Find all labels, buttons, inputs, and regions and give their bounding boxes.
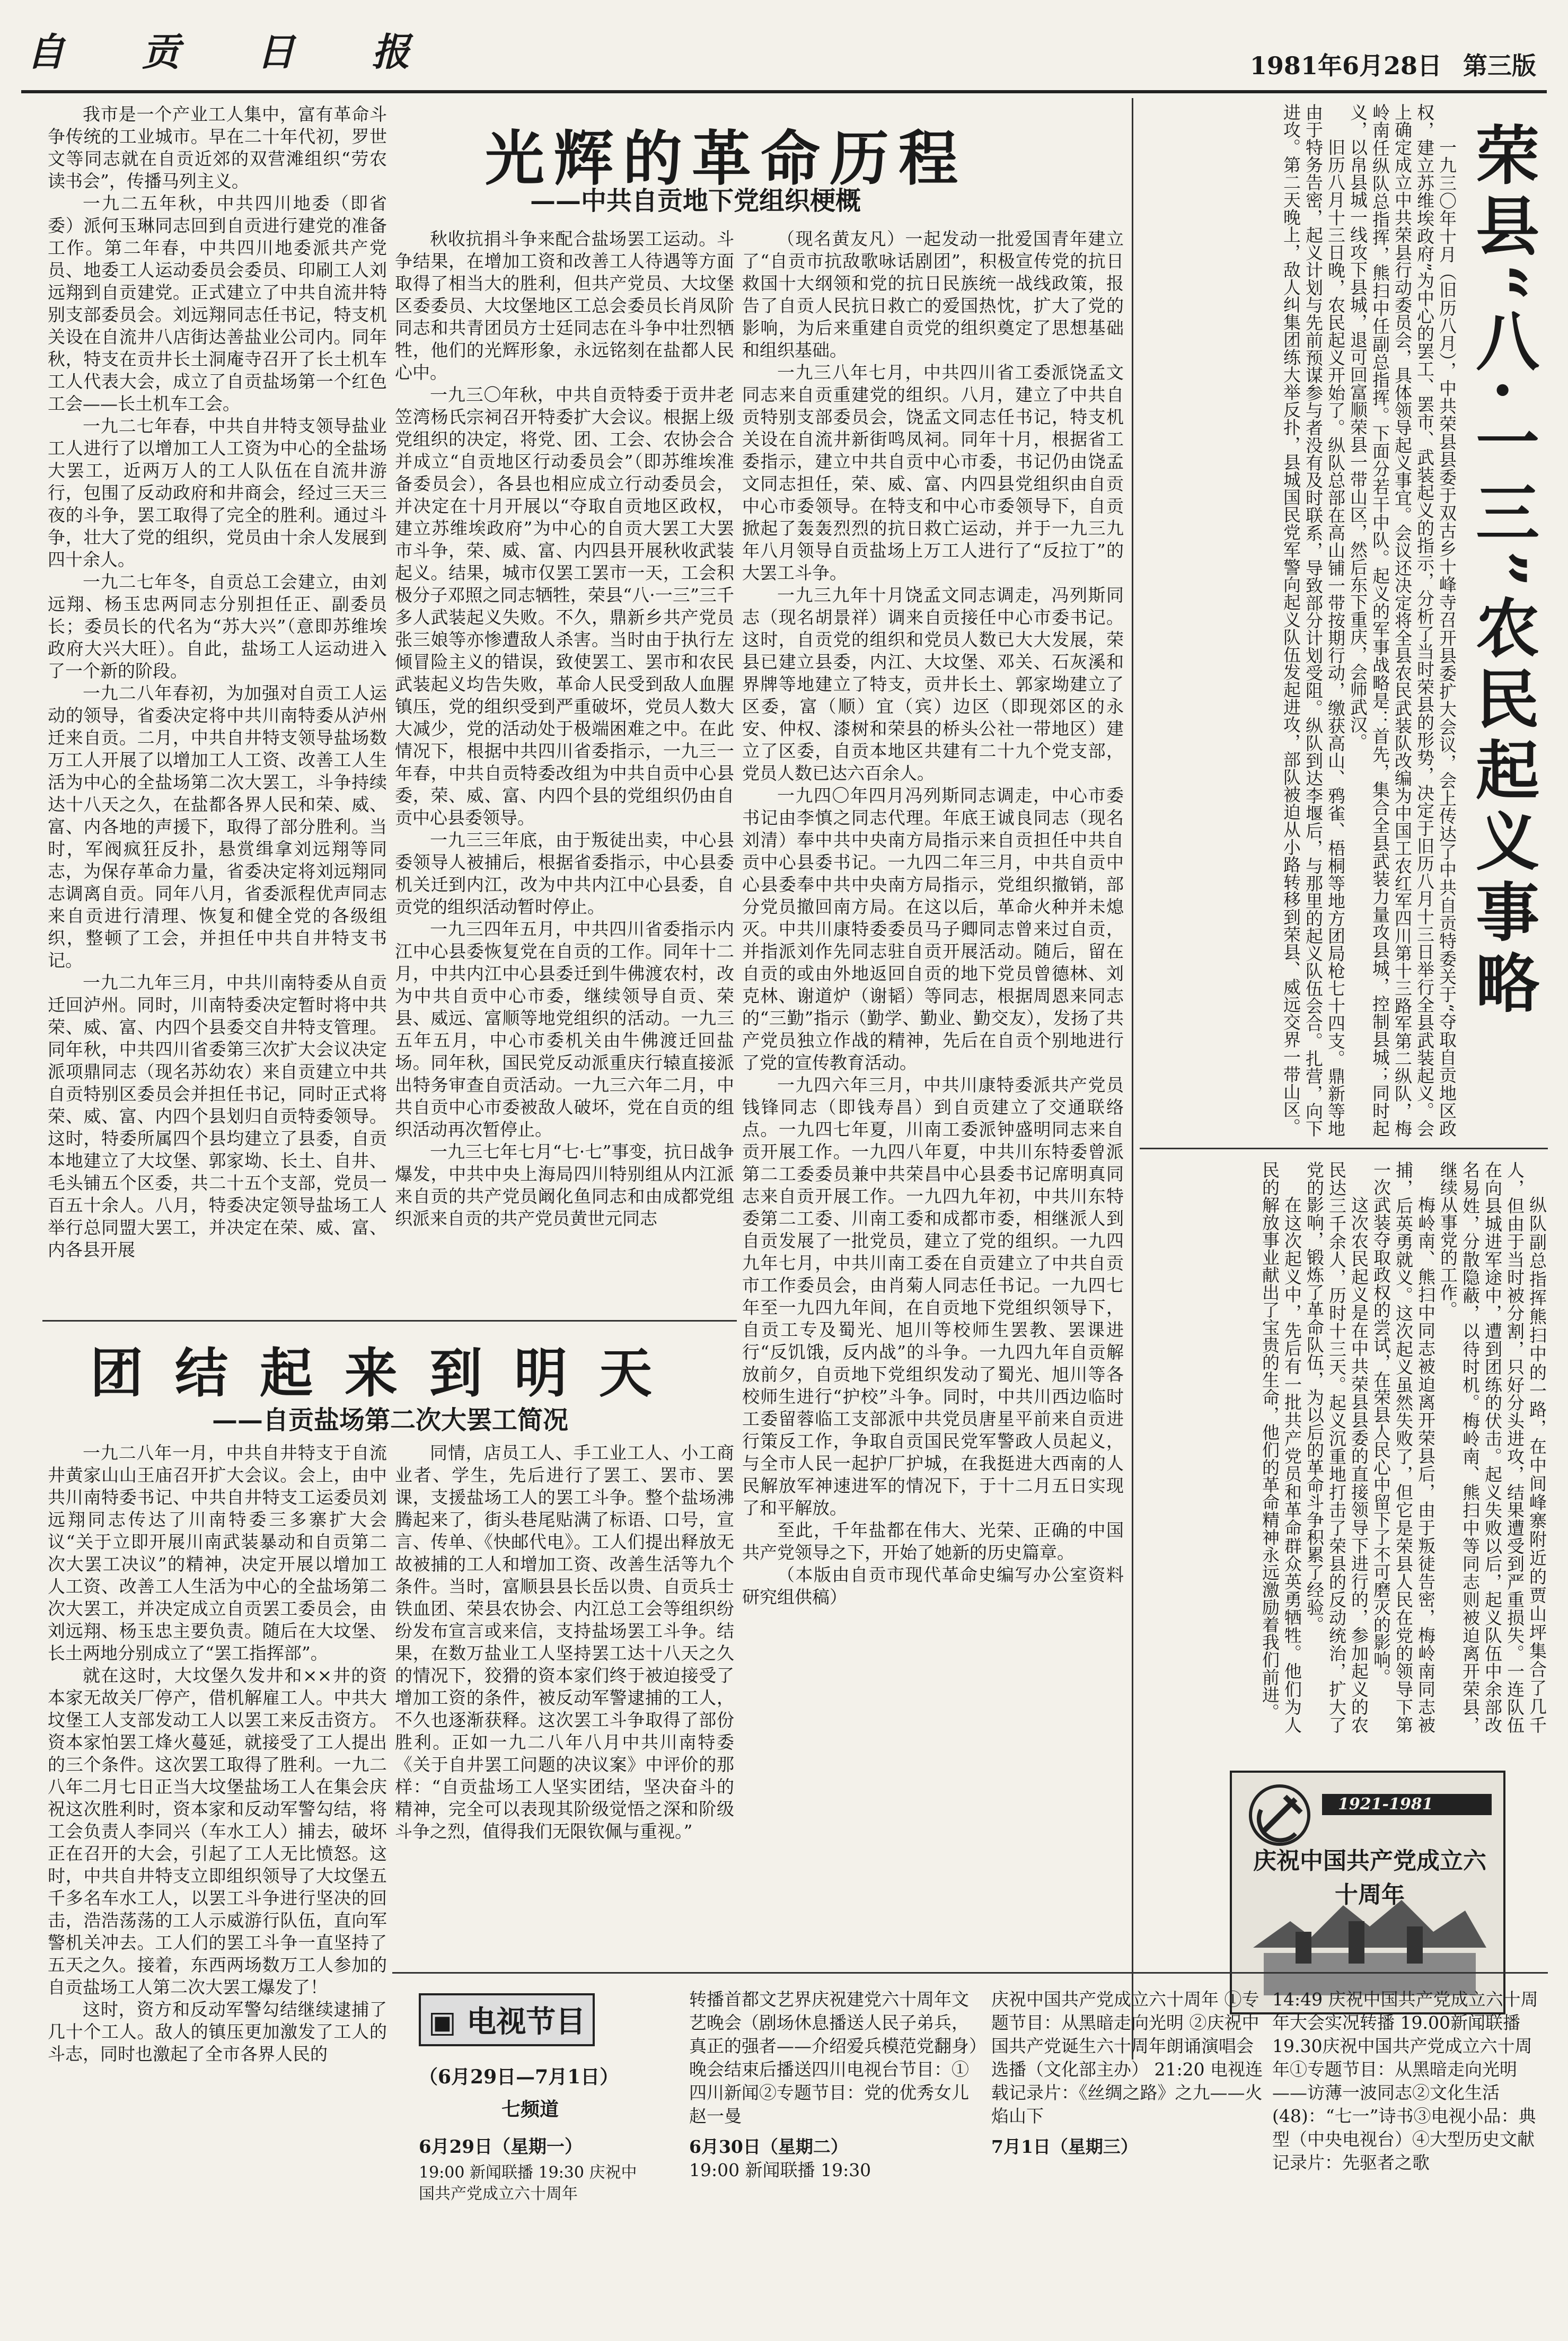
paragraph: 一九三九年十月饶孟文同志调走，冯列斯同志（现名胡景祥）调来自贡接任中心市委书记。这时，自贡党的组织和党员人数已大大发展，荣县已建立县委，内江、大坟堡、邓关、石灰溪和界牌等地建立了特支，贡井长土、郭家坳建立了区委，富（顺）宜（宾）边区（即现郊区的永安、仲权、漆树和荣县的桥头公社一带地区）建立了区委，自贡本地区共建有二十九个党支部，党员人数已达六百余人。 xyxy=(742,585,1124,784)
article3-divider xyxy=(1140,1148,1548,1149)
tv-day2-programs: 19:00 新闻联播 19:30 xyxy=(689,2160,871,2180)
tv-day1: 6月29日（星期一） xyxy=(419,2136,583,2158)
tv-date-range: （6月29日—7月1日） xyxy=(419,2066,619,2088)
article3-body-upper xyxy=(1150,103,1458,1137)
paragraph: 一九三〇年秋，中共自贡特委于贡井老笠湾杨氏宗祠召开特委扩大会议。根据上级党组织的决定，将党、团、工会、农协会合并成立“自贡地区行动委员会”（即苏维埃准备委员会），各县也相应成立行动委员会，并决定在十月开展以“夺取自贡地区政权，建立苏维埃政府”为中心的自贡大罢工大罢市斗争，荣、威、富、内四县开展秋收武装起义。结果，城市仅罢工罢市一天，工会积极分子邓照之同志牺牲，荣县“八·一三”三千多人武装起义失败。不久，鼎新乡共产党员张三娘等亦惨遭敌人杀害。当时由于执行左倾冒险主义的错误，致使罢工、罢市和农民武装起义均告失败，革命人民受到敌人血腥镇压，党的组织受到严重破坏，党员人数大大减少，党的活动处于极端困难之中。在此情况下，根据中共四川省委指示，一九三一年春，中共自贡特委改组为中共自贡中心县委，荣、威、富、内四个县的党组织仍由自贡中心县委领导。 xyxy=(395,384,734,828)
tv-programs: 庆祝中国共产党成立六十周年 ①专题节目：从黑暗走向光明 ②庆祝中国共产党诞生六十周年朗诵演唱会选播（文化部主办） 21:20 电视连载记录片：《丝绸之路》之九——火焰山下 xyxy=(991,1989,1263,2126)
paragraph: 在这次起义中，先后有一批共产党员和革命群众英勇牺牲。他们为人民的解放事业献出了宝贵的生命，他们的革命精神永远激励着我们前进。 xyxy=(1259,1161,1302,1733)
article1-column-left xyxy=(48,103,387,1291)
article3-headline: 荣县“八·一三”农民起义事略 xyxy=(1465,122,1540,1021)
paragraph: 一九三七年七月“七·七”事变，抗日战争爆发，中共中央上海局四川特别组从内江派来自贡的共产党员阚化鱼同志和由成都党组织派来自贡的共产党员黄世元同志 xyxy=(395,1141,734,1229)
paragraph: 同情，店员工人、手工业工人、小工商业者、学生，先后进行了罢工、罢市、罢课，支援盐场工人的罢工斗争。整个盐场沸腾起来了，街头巷尾贴满了标语、口号，宣言、传单、《快邮代电》。工人们提出释放无故被捕的工人和增加工资、改善生活等九个条件。当时，富顺县县长岳以贵、自贡兵士铁血团、荣县农协会、内江总工会等组织纷纷发布宣言或来信，支持盐场罢工斗争。结果，在数万盐业工人坚持罢工达十八天之久的情况下，狡猾的资本家们终于被迫接受了增加工资的条件，被反动军警逮捕的工人，不久也逐渐获释。这次罢工斗争取得了部份胜利。正如一九二八年八月中共川南特委《关于自井罢工问题的决议案》中评价的那样：“自贡盐场工人坚实团结，坚决奋斗的精神，完全可以表现其阶级觉悟之深和阶级斗争之烈，值得我们无限钦佩与重视。” xyxy=(395,1442,734,1842)
paragraph: 一九四〇年四月冯列斯同志调走，中心市委书记由李慎之同志代理。年底王诚良同志（现名刘清）奉中共中央南方局指示来自贡担任中共自贡中心县委书记。一九四二年三月，中共自贡中心县委奉中共中央南方局指示，党组织撤销，部分党员撤回南方局。在这以后，革命火种并未熄灭。中共川康特委委员马子卿同志曾来过自贡，并指派刘作先同志驻自贡开展活动。随后，留在自贡的或由外地返回自贡的地下党员曾德林、刘克林、谢道炉（谢韬）等同志，根据周恩来同志的“三勤”指示（勤学、勤业、勤交友），发扬了共产党员独立作战的精神，先后在自贡个别地进行了党的宣传教育活动。 xyxy=(742,785,1124,1073)
article2-subtitle: ——自贡盐场第二次大罢工简况 xyxy=(212,1405,569,1435)
anniversary-emblem xyxy=(1230,1771,1505,2014)
newspaper-masthead: 自 贡 日 报 xyxy=(27,29,442,74)
section-divider xyxy=(42,1320,737,1322)
article1-column-right xyxy=(742,228,1124,2136)
paragraph: 一九二五年秋，中共四川地委（即省委）派何玉琳同志回到自贡进行建党的准备工作。第二年春，中共四川地委派共产党员、地委工人运动委员会委员、印刷工人刘远翔到自贡建党。正式建立了中共自流井特别支部委员会。刘远翔同志任书记，特支机关设在自流井八店街达善盐业公司内。同年秋，特支在贡井长土洞庵寺召开了长土机车工人代表大会，成立了自贡盐场第一个红色工会——长土机车工会。 xyxy=(48,193,387,414)
article2-column-right xyxy=(395,1442,734,1972)
paragraph: 一九三〇年十月（旧历八月），中共荣县县委于双古乡十峰寺召开县委扩大会议，会上传达了中共自贡特委关于“夺取自贡地区政权，建立苏维埃政府”为中心的罢工、罢市、武装起义的指示，分析了当时荣县的形势，决定于旧历八月十三日举行全县武装起义。会上确定成立中共荣县行动委员会，具体领导起义事宜。会议还决定将全县农民武装队改编为中国工农红军四川第十三路军第二纵队，梅岭南任纵队总指挥，熊扫中任副总指挥。下面分若干中队。起义的军事战略是：首先，集合全县武装力量攻县城，控制县城；同时起义，以帛县城一线攻下县城，退可回富顺荣县一带山区，然后东下重庆，会师武汉。 xyxy=(1347,103,1457,1137)
paragraph: 秋收抗捐斗争来配合盐场罢工运动。斗争结果，在增加工资和改善工人待遇等方面取得了相当大的胜利，但共产党员、大坟堡区委委员、大坟堡地区工总会委员长肖凤阶同志和共青团员方士廷同志在斗争中壮烈牺牲，他们的光辉形象，永远铭刻在盐都人民心中。 xyxy=(395,228,734,383)
paragraph: 一九二八年一月，中共自井特支于自流井黄家山山王庙召开扩大会议。会上，由中共川南特委书记、中共自井特支工运委员刘远翔同志传达了川南特委三多寨扩大会议“关于立即开展川南武装暴动和自贡第二次大罢工决议”的精神，决定开展以增加工人工资、改善工人生活为中心的全盐场第二次大罢工，并决定成立自贡罢工委员会，由刘远翔、杨玉忠主要负责。随后在大坟堡、长土两地分别成立了“罢工指挥部”。 xyxy=(48,1442,387,1664)
tv-section-title xyxy=(419,1993,595,2046)
column-divider xyxy=(1132,98,1133,2060)
tv-icon: ▣ xyxy=(428,2004,456,2039)
tv-title-block xyxy=(419,1993,641,2205)
article1-column-middle xyxy=(395,228,734,1309)
paragraph: 旧历八月十三日晚，农民起义开始了。纵队总部在高山铺一带按期行动，缴获高山、鸦雀、梧桐等地方团局枪七十四支。鼎新等地由于特务告密，起义计划与先前预谋参与者没有及时联系，导致部分计划受阻。纵队到达李堰后，与那里的起义队伍会合。扎营，向下进攻。第二天晚上，敌人纠集团练大举反扑，县城国民党军警向起义队伍发起进攻，部队被迫从小路转移到荣县、威远交界一带山区。 xyxy=(1281,103,1346,1137)
tv-column-2 xyxy=(689,1988,986,2182)
paragraph: 一九四六年三月，中共川康特委派共产党员钱锋同志（即钱寿昌）到自贡建立了交通联络点。一九四七年夏，川南工委派钟盛明同志来自贡开展工作。一九四八年夏，中共川东特委曾派第二工委委员兼中共荣昌中心县委书记席明真同志来自贡开展工作。一九四九年初，中共川东特委第二工委、川南工委和成都市委，相继派人到自贡发展了一批党员，建立了党的组织。一九四九年七月，中共川南工委在自贡建立了中共自贡市工作委员会，由肖菊人同志任书记。一九四七年至一九四九年间，在自贡地下党组织领导下，自贡工专及蜀光、旭川等校师生罢教、罢课进行“反饥饿，反内战”的斗争。一九四九年自贡解放前夕，自贡地下党组织发动了蜀光、旭川等各校师生进行“护校”斗争。同时，中共川西边临时工委留蓉临工支部派中共党员唐星平前来自贡进行策反工作，争取自贡国民党军警政人员起义，与全市人民一起护厂护城，在我挺进大西南的人民解放军神速进军的情况下，于十二月五日实现了和平解放。 xyxy=(742,1075,1124,1518)
emblem-years: 1921-1981 xyxy=(1338,1795,1433,1814)
article2-headline: 团结起来到明天 xyxy=(90,1342,684,1404)
article3-body-lower xyxy=(1150,1161,1548,1733)
article1-subtitle: ——中共自贡地下党组织梗概 xyxy=(530,186,861,216)
paragraph: 一九二七年冬，自贡总工会建立，由刘远翔、杨玉忠两同志分别担任正、副委员长；委员长的代名为“苏大兴”（意即苏维埃政府大兴大旺）。自此，盐场工人运动进入了一个新的阶段。 xyxy=(48,571,387,681)
date-line xyxy=(1250,47,1536,82)
paragraph: 一九二九年三月，中共川南特委从自贡迁回泸州。同时，川南特委决定暂时将中共荣、威、富、内四个县委交自井特支管理。同年秋，中共四川省委第三次扩大会议决定派项鼎同志（现名苏幼农）来自贡建立中共自贡特别区委员会并担任书记，同时正式将荣、威、富、内四个县划归自贡特委领导。这时，特委所属四个县均建立了县委，自贡本地建立了大坟堡、郭家坳、长土、自井、毛头铺五个区委，共二十五个支部，党员一百五十余人。八月，特委决定领导盐场工人举行总同盟大罢工，并决定在荣、威、富、内各县开展 xyxy=(48,972,387,1260)
paragraph: 我市是一个产业工人集中，富有革命斗争传统的工业城市。早在二十年代初，罗世文等同志就在自贡近郊的双营滩组织“劳农读书会”，传播马列主义。 xyxy=(48,104,387,191)
paragraph: 一九三八年七月，中共四川省工委派饶孟文同志来自贡重建党的组织。八月，建立了中共自贡特别支部委员会，饶孟文同志任书记，特支机关设在自流井新街鸣凤祠。同年十月，根据省工委指示，建立中共自贡中心市委，书记仍由饶孟文同志担任，荣、威、富、内四县党组织由自贡中心市委领导。在特支和中心市委领导下，自贡掀起了轰轰烈烈的抗日救亡运动，并于一九三九年八月领导自贡盐场上万工人进行了“反拉丁”的大罢工斗争。 xyxy=(742,362,1124,583)
tv-column-4 xyxy=(1272,1988,1548,2175)
tv-day2: 6月30日（星期二） xyxy=(689,2136,848,2157)
issue-date: 1981年6月28日 xyxy=(1249,51,1442,80)
paragraph: 这时，资方和反动军警勾结继续逮捕了几十个工人。敌人的镇压更加激发了工人的斗志，同时也激起了全市各界人民的 xyxy=(48,1999,387,2064)
article1-headline: 光辉的革命历程 xyxy=(485,124,967,193)
paragraph: 纵队副总指挥熊扫中的一路，在中间峰寨附近的贾山坪集合了几千人，但由于当时被分割，只好分头进攻，结果遭受到严重损失。一连队伍在向县城进军途中，遭到团练的伏击。起义失败以后，起义队伍中余部改名易姓，分散隐蔽，以待时机。梅岭南、熊扫中等同志则被迫离开荣县，继续从事党的工作。 xyxy=(1438,1161,1547,1733)
paragraph: 这次农民起义是在中共荣县县委的直接领导下进行的，参加起义的农民达三千余人，历时十三天。起义沉重地打击了荣县的反动统治，扩大了党的影响，锻炼了革命队伍，为以后的革命斗争积累了经验。 xyxy=(1304,1161,1369,1733)
tv-programs: 14:49 庆祝中国共产党成立六十周年大会实况转播 19.00新闻联播 19.30庆祝中国共产党成立六十周年①专题节目：从黑暗走向光明——访薄一波同志②文化生活(48)：“七一”诗书③电视小品：典型（中央电视台）④大型历史文献记录片：先驱者之歌 xyxy=(1272,1989,1538,2173)
paragraph: 就在这时，大坟堡久发井和××井的资本家无故关厂停产，借机解雇工人。中共大坟堡工人支部发动工人以罢工来反击资方。资本家怕罢工烽火蔓延，就接受了工人提出的三个条件。这次罢工取得了胜利。一九二八年二月七日正当大坟堡盐场工人在集会庆祝这次胜利时，资本家和反动军警勾结，将工会负责人李同兴（车水工人）捕去，破坏正在召开的大会，引起了工人无比愤怒。这时，中共自井特支立即组织领导了大坟堡五千多名车水工人，以罢工斗争进行坚决的回击，浩浩荡荡的工人示威游行队伍，直向军警机关冲去。工人们的罢工斗争一直坚持了五天之久。接着，东西两场数万工人参加的自贡盐场工人第二次大罢工爆发了！ xyxy=(48,1665,387,1997)
paragraph: 一九三四年五月，中共四川省委指示内江中心县委恢复党在自贡的工作。同年十二月，中共内江中心县委迁到牛佛渡农村，改为中共自贡中心市委，继续领导自贡、荣县、威远、富顺等地党组织的活动。一九三五年五月，中心市委机关由牛佛渡迁回盐场。同年秋，国民党反动派重庆行辕直接派出特务审查自贡活动。一九三六年二月，中共自贡中心市委被敌人破坏，党在自贡的组织活动再次暂停止。 xyxy=(395,919,734,1140)
emblem-caption: 庆祝中国共产党成立六十周年 xyxy=(1253,1847,1486,1908)
paragraph: 梅岭南、熊扫中同志被迫离开荣县后，由于叛徒告密，梅岭南同志被捕，后英勇就义。这次起义虽然失败了，但它是荣县人民在党的领导下第一次武装夺取政权的尝试，在荣县人民心中留下了不可磨灭的影响。 xyxy=(1371,1161,1436,1733)
tv-title-text: 电视节目 xyxy=(466,2004,586,2039)
tv-day1-programs: 19:00 新闻联播 19:30 庆祝中国共产党成立六十周年 xyxy=(419,2163,637,2203)
paragraph: （现名黄友凡）一起发动一批爱国青年建立了“自贡市抗敌歌咏话剧团”，积极宣传党的抗日救国十大纲领和党的抗日民族统一战线政策，报告了自贡人民抗日救亡的爱国热忱，扩大了党的影响，为后来重建自贡党的组织奠定了思想基础和组织基础。 xyxy=(742,228,1124,360)
page-label: 第三版 xyxy=(1463,51,1536,80)
tv-programs: 转播首都文艺界庆祝建党六十周年文艺晚会（剧场休息播送人民子弟兵，真正的强者——介绍爱兵模范党翻身）晚会结束后播送四川电视台节目：①四川新闻②专题节目：党的优秀女儿赵一曼 xyxy=(689,1989,978,2126)
masthead-rule xyxy=(21,90,1547,93)
paragraph: （本版由自贡市现代革命史编写办公室资料研究组供稿） xyxy=(742,1564,1124,1607)
tv-channel: 七频道 xyxy=(501,2098,559,2120)
paragraph: 一九二七年春，中共自井特支领导盐业工人进行了以增加工人工资为中心的全盐场大罢工，近两万人的工人队伍在自流井游行，包围了反动政府和井商会，经过三天三夜的斗争，罢工取得了完全的胜利。通过斗争，壮大了党的组织，党员由十余人发展到四十余人。 xyxy=(48,416,387,570)
paragraph: 一九三三年底，由于叛徒出卖，中心县委领导人被捕后，根据省委指示，中心县委机关迁到内江，改为中共内江中心县委，自贡党的组织活动暂时停止。 xyxy=(395,830,734,917)
article2-column-left xyxy=(48,1442,387,2322)
tv-column-3 xyxy=(991,1988,1267,2159)
paragraph: 一九二八年春初，为加强对自贡工人运动的领导，省委决定将中共川南特委从泸州迁来自贡。二月，中共自井特支领导盐场数万工人开展了以增加工人工资、改善工人生活为中心的全盐场第二次大罢工，斗争持续达十八天之久，在盐都各界人民和荣、威、富、内各地的声援下，取得了部分胜利。当时，军阀疯狂反扑，悬赏缉拿刘远翔等同志，为保存革命力量，省委决定将刘远翔同志调离自贡。同年八月，省委派程优声同志来自贡进行清理、恢复和健全党的各级组织，整顿了工会，并担任中共自井特支书记。 xyxy=(48,683,387,971)
tv-day3: 7月1日（星期三） xyxy=(991,2136,1138,2157)
tv-top-rule xyxy=(392,1972,1548,1974)
paragraph: 至此，千年盐都在伟大、光荣、正确的中国共产党领导之下，开始了她新的历史篇章。 xyxy=(742,1520,1124,1563)
